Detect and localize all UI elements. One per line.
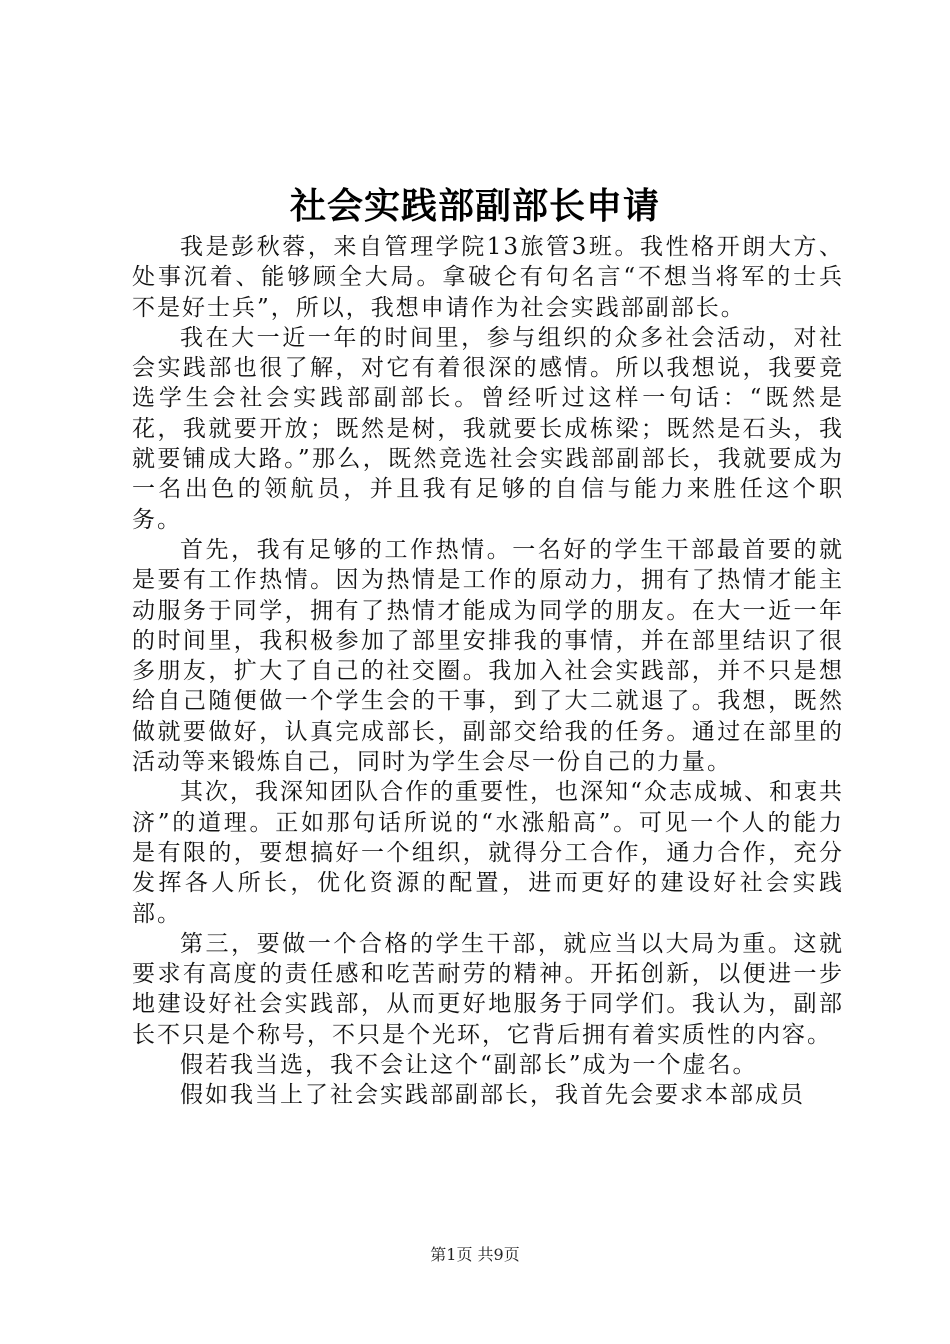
document-title: 社会实践部副部长申请 [289,185,660,227]
paragraph: 第三，要做一个合格的学生干部，就应当以大局为重。这就要求有高度的责任感和吃苦耐劳的精神。开拓创新，以便进一步地建设好社会实践部，从而更好地服务于同学们。我认为，副部长不只是个称号，不只是个光环，它背后拥有着实质性的内容。 [132,930,844,1048]
page-number-footer: 第1页 共9页 [430,1245,520,1264]
paragraph: 假如我当上了社会实践部副部长，我首先会要求本部成员 [180,1082,805,1109]
paragraph: 我是彭秋蓉，来自管理学院13旅管3班。我性格开朗大方、处事沉着、能够顾全大局。拿破仑有句名言“不想当将军的士兵不是好士兵”，所以，我想申请作为社会实践部副部长。 [132,234,844,321]
paragraph: 首先，我有足够的工作热情。一名好的学生干部最首要的就是要有工作热情。因为热情是工作的原动力，拥有了热情才能主动服务于同学，拥有了热情才能成为同学的朋友。在大一近一年的时间里，我积极参加了部里安排我的事情，并在部里结识了很多朋友，扩大了自己的社交圈。我加入社会实践部，并不只是想给自己随便做一个学生会的干事，到了大二就退了。我想，既然做就要做好，认真完成部长，副部交给我的任务。通过在部里的活动等来锻炼自己，同时为学生会尽一份自己的力量。 [132,536,844,776]
document-body [132,232,844,1111]
paragraph: 我在大一近一年的时间里，参与组织的众多社会活动，对社会实践部也很了解，对它有着很深的感情。所以我想说，我要竞选学生会社会实践部副部长。曾经听过这样一句话：“既然是花，我就要开放；既然是树，我就要长成栋梁；既然是石头，我就要铺成大路。”那么，既然竞选社会实践部副部长，我就要成为一名出色的领航员，并且我有足够的自信与能力来胜任这个职务。 [132,324,844,533]
paragraph: 其次，我深知团队合作的重要性，也深知“众志成城、和衷共济”的道理。正如那句话所说的“水涨船高”。可见一个人的能力是有限的，要想搞好一个组织，就得分工合作，通力合作，充分发挥各人所长，优化资源的配置，进而更好的建设好社会实践部。 [132,779,844,927]
paragraph: 假若我当选，我不会让这个“副部长”成为一个虚名。 [180,1052,758,1079]
